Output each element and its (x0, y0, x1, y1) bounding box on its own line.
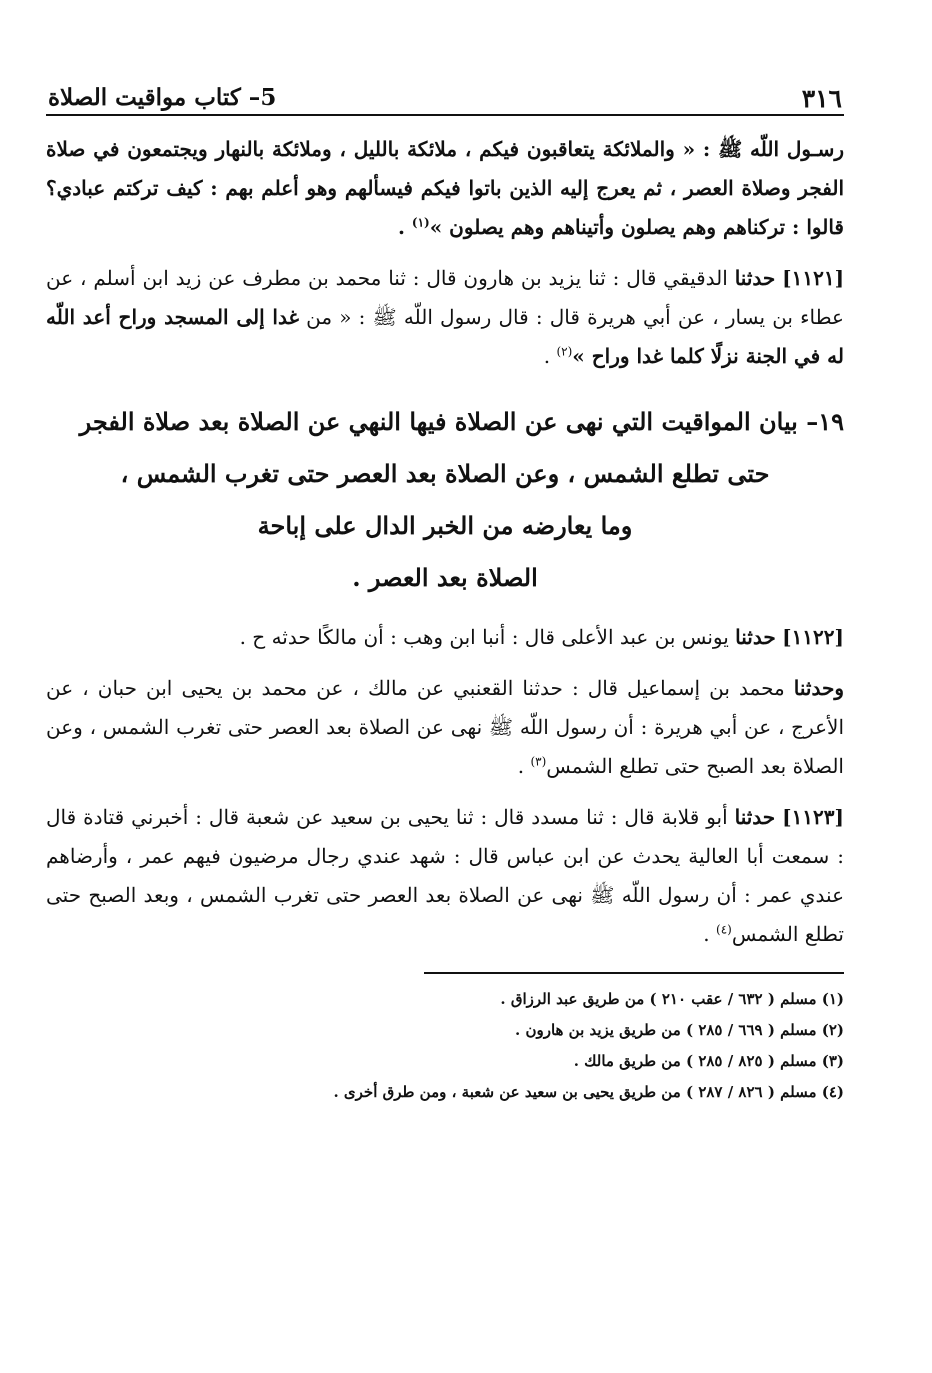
heading-line: الصلاة بعد العصر . (352, 563, 538, 592)
text-line: يونس بن عبد الأعلى قال : أنبا ابن وهب : أن مالكًا حدثه ح . (239, 625, 729, 649)
text-line: حتى تغرب الشمس ، وعن الصلاة بعد الصبح حتى تطلع الشمس (46, 715, 844, 778)
text-line: زيد ابن أسلم ، عن عطاء بن يسار ، عن أبي هريرة قال : قال رسول اللّه ﷺ : « من (46, 266, 844, 329)
text-line: رسـول اللّه ﷺ : « والملائكة يتعاقبون فيكم ، ملائكة بالليل ، وملائكة بالنهار (215, 137, 844, 161)
footnotes (46, 984, 844, 1108)
footnote-separator (424, 972, 844, 974)
heading-line: ١٩– بيان المواقيت التي نهى عن الصلاة فيها النهي عن الصلاة بعد صلاة الفجر (79, 407, 844, 436)
text-line: يصلون » (429, 215, 504, 239)
text-line: قال : أخبرني قتادة قال : سمعت أبا العالية يحدث عن ابن عباس قال : شهد عندي (46, 805, 845, 868)
hadith-number: [١١٢١] (782, 266, 845, 290)
sentence-end: . (397, 215, 412, 239)
text-line: ابن حبان ، عن الأعرج ، عن أبي هريرة : أن رسول اللّه ﷺ نهى عن الصلاة بعد العصر (46, 676, 845, 739)
sentence-end: . (543, 344, 557, 368)
heading-line: حتى تطلع الشمس ، وعن الصلاة بعد العصر حتى تغرب الشمس ، (120, 459, 770, 488)
hadith-lead: حدثنا (734, 805, 776, 829)
hadith-lead: وحدثنا (793, 676, 845, 700)
hadith-lead: حدثنا (734, 266, 776, 290)
page-number: ٣١٦ (801, 84, 842, 113)
text-line: وهو أعلم بهم : كيف تركتم عبادي؟ قالوا : تركناهم وهم يصلون وأتيناهم وهم (46, 176, 844, 239)
footnote: (٤) مسلم ( ٨٢٦ / ٢٨٧ ) من طريق يحيى بن سعيد عن شعبة ، ومن طرق أخرى . (333, 1083, 844, 1101)
hadith-1122-second-chain (46, 669, 844, 786)
running-head (46, 80, 844, 116)
footnote: (٢) مسلم ( ٦٦٩ / ٢٨٥ ) من طريق يزيد بن هارون . (515, 1021, 844, 1039)
text-line: أبو قلابة قال : ثنا مسدد قال : ثنا يحيى بن سعيد عن شعبة (246, 805, 728, 829)
text-line: محمد بن إسماعيل قال : حدثنا القعنبي عن مالك ، عن محمد بن يحيى (181, 676, 785, 700)
hadith-1122 (46, 618, 844, 657)
text-line: الدقيقي قال : ثنا يزيد بن هارون قال : ثنا محمد بن مطرف عن (208, 266, 728, 290)
text-line: رجال مرضيون فيهم عمر ، وأرضاهم عندي عمر : أن رسول اللّه ﷺ نهى عن (46, 844, 845, 907)
heading-line: وما يعارضه من الخبر الدال على إباحة (257, 511, 633, 540)
sentence-end: . (517, 754, 531, 778)
hadith-number: [١١٢٣] (782, 805, 844, 829)
chapter-title: 5– كتاب مواقيت الصلاة (48, 84, 277, 111)
footnote-ref: (٢) (556, 344, 573, 359)
section-heading (46, 396, 844, 604)
footnote: (١) مسلم ( ٦٣٢ / عقب ٢١٠ ) من طريق عبد الرزاق . (500, 990, 844, 1008)
paragraph-continuation (46, 130, 844, 247)
hadith-number: [١١٢٢] (782, 625, 844, 649)
sentence-end: . (703, 922, 717, 946)
footnote-ref: (١) (411, 215, 430, 230)
hadith-lead: حدثنا (735, 625, 776, 649)
footnote: (٣) مسلم ( ٨٢٥ / ٢٨٥ ) من طريق مالك . (573, 1052, 844, 1070)
text-line: الصلاة بعد العصر حتى تغرب الشمس ، وبعد الصبح حتى تطلع الشمس (46, 883, 844, 946)
footnote-ref: (٣) (530, 754, 547, 769)
page-body (46, 130, 844, 1108)
hadith-1123 (46, 798, 844, 954)
text-line: ويجتمعون في صلاة الفجر وصلاة العصر ، ثم يعرج إليه الذين باتوا فيكم فيسألهم (46, 137, 845, 200)
text-line: غدا إلى المسجد وراح أعد اللّه له في الجنة نزلًا كلما غدا وراح » (46, 305, 844, 368)
footnote-ref: (٤) (716, 922, 732, 937)
hadith-1121 (46, 259, 844, 376)
